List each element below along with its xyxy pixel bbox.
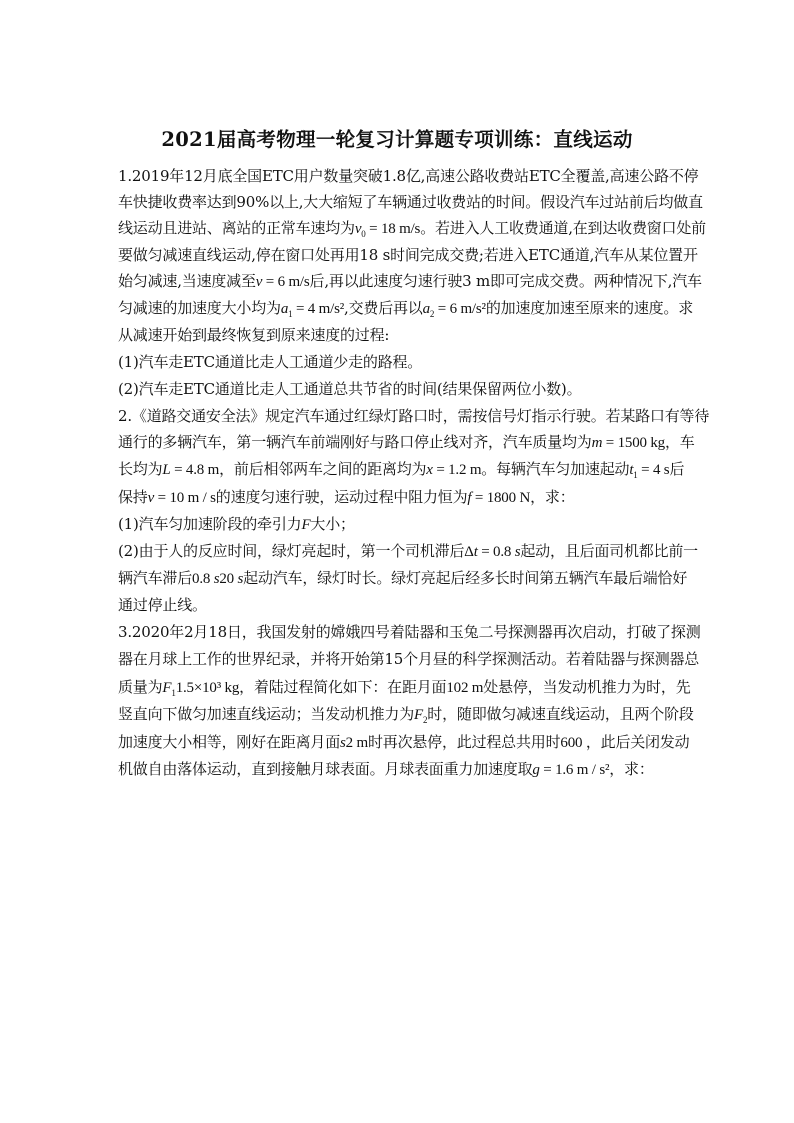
text-segment: 时，随即做匀减速直线运动，且两个阶段 (427, 705, 694, 723)
text-segment: ，车 (664, 433, 695, 451)
math-symbol: s (237, 571, 244, 587)
text-segment: 竖直向下做匀加速直线运动；当发动机推力为 (118, 705, 415, 723)
text-segment: 1.2019年12月底全国ETC用户数量突破1.8亿,高速公路收费站ETC全覆盖,高速公路不停 (118, 167, 699, 185)
text-segment: 要做匀减速直线运动,停在窗口处再用18 s时间完成交费;若进入ETC通道,汽车从某位置开 (118, 246, 698, 264)
text-line (118, 431, 695, 454)
text-line (118, 594, 683, 616)
text-segment: 起动，且后面司机都比前一 (520, 542, 698, 560)
text-segment: 。每辆汽车匀加速起动 (481, 460, 630, 478)
text-segment: 。若进入人工收费通道,在到达收费窗口处前 (420, 219, 706, 237)
text-segment: 车快捷收费率达到90%以上,大大缩短了车辆通过收费站的时间。假设汽车过站前后均做直 (118, 193, 703, 211)
text-segment: 3.2020年2月18日，我国发射的嫦娥四号着陆器和玉兔二号探测器再次启动，打破了探测 (118, 623, 701, 641)
text-segment: = 1800 N (471, 490, 531, 506)
text-segment: 的速度匀速行驶，运动过程中阻力恒为 (215, 488, 468, 506)
text-segment: 通过停止线。 (118, 596, 207, 614)
text-line (118, 165, 699, 187)
text-line (118, 351, 683, 373)
text-segment: 后,再以此速度匀速行驶3 m即可完成交费。两种情况下,汽车 (309, 272, 702, 290)
text-segment: 102 m (446, 680, 484, 696)
math-subscript: 1 (288, 309, 293, 319)
math-symbol: F (162, 680, 172, 696)
text-line (118, 567, 688, 590)
math-symbol: s (514, 544, 521, 560)
text-line (118, 513, 683, 536)
text-segment: = 4 m/s² (292, 301, 345, 317)
math-symbol: F (301, 517, 311, 533)
math-symbol: F (414, 707, 423, 723)
math-symbol: s (340, 735, 346, 751)
text-segment: = 10 m / s (154, 490, 216, 506)
math-symbol: m (591, 435, 603, 451)
math-subscript: 2 (422, 715, 428, 725)
text-segment: 起动汽车，绿灯时长 (243, 569, 377, 587)
text-segment: = 1.6 m / s² (539, 762, 610, 778)
text-segment: 2 m (345, 735, 368, 751)
text-segment: 。绿灯亮起后经多长时间第五辆汽车最后端恰好 (376, 569, 688, 587)
text-segment: 保持 (118, 488, 148, 506)
text-segment: 器在月球上工作的世界纪录，并将开始第15个月昼的科学探测活动。若着陆器与探测器总 (118, 650, 700, 668)
math-symbol: a (280, 301, 289, 317)
math-symbol: t (473, 544, 478, 560)
text-line (118, 324, 683, 346)
math-symbol: L (162, 462, 171, 478)
text-segment: 机做自由落体运动，直到接触月球表面。月球表面重力加速度取 (118, 760, 533, 778)
text-segment: ,交费后再以 (344, 299, 423, 317)
text-segment: = 4.8 m (170, 462, 220, 478)
text-segment: 大小； (310, 515, 355, 533)
text-line (118, 486, 683, 509)
text-segment: ，此后关闭发动 (585, 733, 690, 751)
text-segment: ，求： (609, 760, 654, 778)
text-segment: Δ (464, 544, 474, 560)
text-segment: = 18 m/s (365, 221, 421, 237)
text-segment: 1.5×10³ kg (175, 680, 240, 696)
math-subscript: 1 (633, 470, 638, 480)
text-line (118, 378, 683, 400)
text-segment: 后 (669, 460, 685, 478)
text-segment: 长均为 (118, 460, 163, 478)
text-line (118, 244, 698, 266)
text-line (118, 758, 683, 781)
math-subscript: 1 (171, 688, 176, 698)
math-symbol: v (354, 221, 362, 237)
text-segment: = 6 m/s² (434, 301, 486, 317)
text-segment: = 1500 kg (602, 435, 665, 451)
text-line (118, 621, 701, 643)
text-segment: = 4 s (637, 462, 670, 478)
text-segment: 时，先 (646, 678, 691, 696)
text-segment: = 1.2 m (432, 462, 482, 478)
text-line (118, 458, 683, 481)
text-segment: 匀减速的加速度大小均为 (118, 299, 281, 317)
document-title: 2021届高考物理一轮复习计算题专项训练：直线运动 (161, 128, 633, 151)
text-line (118, 648, 700, 670)
text-segment: 辆汽车滞后 (118, 569, 193, 587)
math-symbol: v (255, 274, 263, 290)
text-segment: 线运动且进站、离站的正常车速均为 (118, 219, 355, 237)
text-segment: (1)汽车走ETC通道比走人工通道少走的路程。 (118, 353, 423, 371)
text-segment: 质量为 (118, 678, 163, 696)
text-line (118, 540, 698, 563)
math-subscript: 2 (429, 309, 435, 319)
text-line (118, 405, 710, 427)
text-segment: = 0.8 (477, 544, 515, 560)
math-symbol: a (422, 301, 430, 317)
text-line (118, 270, 702, 293)
text-segment: 600 (560, 735, 586, 751)
text-line (118, 676, 691, 699)
text-segment: (2)汽车走ETC通道比走人工通道总共节省的时间(结果保留两位小数)。 (118, 380, 582, 398)
text-segment: 从减速开始到最终恢复到原来速度的过程: (118, 326, 390, 344)
text-line (118, 703, 694, 726)
math-symbol: s (213, 571, 220, 587)
text-segment: ，前后相邻两车之间的距离均为 (219, 460, 427, 478)
text-segment: 始匀减速,当速度减至 (118, 272, 256, 290)
text-segment: 时再次悬停，此过程总共用时 (367, 733, 561, 751)
text-segment: ，求： (530, 488, 575, 506)
text-segment: 通行的多辆汽车，第一辆汽车前端刚好与路口停止线对齐，汽车质量均为 (118, 433, 592, 451)
text-segment: 加速度大小相等，刚好在距离月面 (118, 733, 341, 751)
text-segment: ，着陆过程简化如下：在距月面 (239, 678, 447, 696)
text-segment: 0.8 (192, 571, 214, 587)
text-line (118, 731, 690, 754)
text-line (118, 217, 706, 240)
math-symbol: v (147, 490, 155, 506)
math-symbol: g (532, 762, 540, 778)
text-segment: (1)汽车匀加速阶段的牵引力 (118, 515, 302, 533)
math-symbol: x (426, 462, 433, 478)
math-symbol: f (467, 490, 472, 506)
text-segment: 2.《道路交通安全法》规定汽车通过红绿灯路口时，需按信号灯指示行驶。若某路口有等待 (118, 407, 710, 425)
math-subscript: 0 (361, 229, 366, 239)
text-segment: (2)由于人的反应时间，绿灯亮起时，第一个司机滞后 (118, 542, 465, 560)
text-segment: 的加速度加速至原来的速度。求 (485, 299, 694, 317)
text-segment: 处悬停，当发动机推力为 (483, 678, 647, 696)
text-segment: = 6 m/s (262, 274, 310, 290)
text-line (118, 297, 694, 320)
math-symbol: t (629, 462, 634, 478)
text-segment: 20 (219, 571, 238, 587)
text-line (118, 191, 703, 213)
